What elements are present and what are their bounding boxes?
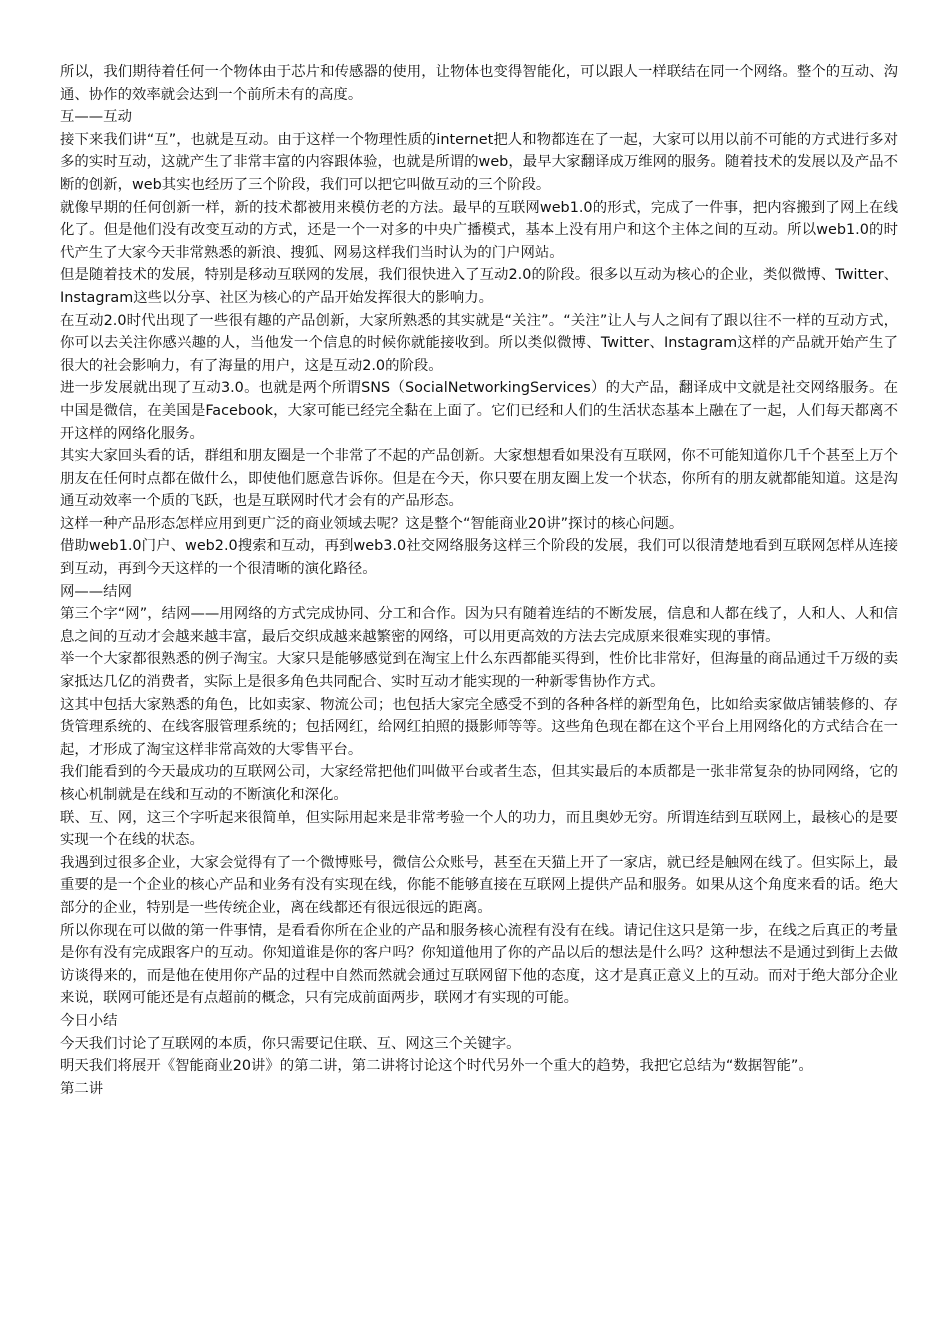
paragraph-follow: 在互动2.0时代出现了一些很有趣的产品创新，大家所熟悉的其实就是“关注”。“关注”让人与人之间有了跟以往不一样的互动方式，你可以去关注你感兴趣的人，当他发一个信息的时候你就能接收到。所以类似微博、Twitter、Instagram这样的产品就开始产生了很大的社会影响力，有了海量的用户，这是互动2.0的阶段。 — [60, 312, 898, 374]
paragraph-web2: 但是随着技术的发展，特别是移动互联网的发展，我们很快进入了互动2.0的阶段。很多以互动为核心的企业，类似微博、Twitter、Instagram这些以分享、社区为核心的产品开始发挥很大的影响力。 — [60, 267, 898, 306]
paragraph-roles: 这其中包括大家熟悉的角色，比如卖家、物流公司；也包括大家完全感受不到的各种各样的新型角色，比如给卖家做店铺装修的、存货管理系统的、在线客服管理系统的；包括网红，给网红拍照的摄影师等等。这些角色现在都在这个平台上用网络化的方式结合在一起，才形成了淘宝这样非常高效的大零售平台。 — [60, 696, 898, 758]
paragraph-next-lecture: 明天我们将展开《智能商业20讲》的第二讲，第二讲将讨论这个时代另外一个重大的趋势，我把它总结为“数据智能”。 — [60, 1058, 813, 1075]
paragraph-interaction-web: 接下来我们讲“互”，也就是互动。由于这样一个物理性质的internet把人和物都连在了一起，大家可以用以前不可能的方式进行多对多的实时互动，这就产生了非常丰富的内容跟体验，也就是所谓的web，最早大家翻译成万维网的服务。随着技术的发展以及产品不断的创新，web其实也经历了三个阶段，我们可以把它叫做互动的三个阶段。 — [60, 131, 898, 193]
paragraph-network-collab: 第三个字“网”，结网——用网络的方式完成协同、分工和合作。因为只有随着连结的不断发展，信息和人都在线了，人和人、人和信息之间的互动才会越来越丰富，最后交织成越来越繁密的网络，可以用更高效的方法去完成原来很难实现的事情。 — [60, 606, 898, 645]
paragraph-moments: 其实大家回头看的话，群组和朋友圈是一个非常了不起的产品创新。大家想想看如果没有互联网，你不可能知道你几千个甚至上万个朋友在任何时点都在做什么，即使他们愿意告诉你。但是在今天，你只要在朋友圈上发一个状态，你所有的朋友就都能知道。这是沟通互动效率一个质的飞跃，也是互联网时代才会有的产品形态。 — [60, 448, 898, 510]
paragraph-web3-sns: 进一步发展就出现了互动3.0。也就是两个所谓SNS（SocialNetworkingServices）的大产品，翻译成中文就是社交网络服务。在中国是微信，在美国是Facebook，大家可能已经完全黏在上面了。它们已经和人们的生活状态基本上融在了一起，人们每天都离不开这样的网络化服务。 — [60, 380, 898, 442]
paragraph-web1: 就像早期的任何创新一样，新的技术都被用来模仿老的方法。最早的互联网web1.0的形式，完成了一件事，把内容搬到了网上在线化了。但是他们没有改变互动的方式，还是一个一对多的中央广播模式，基本上没有用户和这个主体之间的互动。所以web1.0的时代产生了大家今天非常熟悉的新浪、搜狐、网易这样我们当时认为的门户网站。 — [60, 199, 898, 261]
paragraph-three-words: 联、互、网，这三个字听起来很简单，但实际用起来是非常考验一个人的功力，而且奥妙无穷。所谓连结到互联网上，最核心的是要实现一个在线的状态。 — [60, 809, 898, 849]
document-body — [60, 61, 898, 1100]
section-heading-network: 网——结网 — [60, 583, 132, 600]
section-heading-lecture-two: 第二讲 — [60, 1080, 104, 1097]
section-heading-summary: 今日小结 — [60, 1012, 118, 1029]
section-heading-interaction: 互——互动 — [60, 109, 132, 126]
paragraph-platform: 我们能看到的今天最成功的互联网公司，大家经常把他们叫做平台或者生态，但其实最后的本质都是一张非常复杂的协同网络，它的核心机制就是在线和互动的不断演化和深化。 — [60, 764, 898, 803]
paragraph-enterprises: 我遇到过很多企业，大家会觉得有了一个微博账号，微信公众账号，甚至在天猫上开了一家店，就已经是触网在线了。但实际上，最重要的是一个企业的核心产品和业务有没有实现在线，你能不能够直接在互联网上提供产品和服务。如果从这个角度来看的话。绝大部分的企业，特别是一些传统企业，离在线都还有很远很远的距离。 — [60, 854, 898, 916]
paragraph-summary: 今天我们讨论了互联网的本质，你只需要记住联、互、网这三个关键字。 — [60, 1035, 521, 1052]
paragraph-first-step: 所以你现在可以做的第一件事情，是看看你所在企业的产品和服务核心流程有没有在线。请记住这只是第一步，在线之后真正的考量是你有没有完成跟客户的互动。你知道谁是你的客户吗？你知道他用了你的产品以后的想法是什么吗？这种想法不是通过到街上去做访谈得来的，而是他在使用你产品的过程中自然而然就会通过互联网留下他的态度，这才是真正意义上的互动。而对于绝大部分企业来说，联网可能还是有点超前的概念，只有完成前面两步，联网才有实现的可能。 — [60, 922, 898, 1007]
paragraph-taobao: 举一个大家都很熟悉的例子淘宝。大家只是能够感觉到在淘宝上什么东西都能买得到，性价比非常好，但海量的商品通过千万级的卖家抵达几亿的消费者，实际上是很多角色共同配合、实时互动才能实现的一种新零售协作方式。 — [60, 651, 898, 691]
paragraph-evolution-path: 借助web1.0门户、web2.0搜索和互动，再到web3.0社交网络服务这样三个阶段的发展，我们可以很清楚地看到互联网怎样从连接到互动，再到今天这样的一个很清晰的演化路径。 — [60, 538, 898, 578]
paragraph-core-question: 这样一种产品形态怎样应用到更广泛的商业领域去呢？这是整个“智能商业20讲”探讨的核心问题。 — [60, 515, 684, 532]
paragraph-intro-objects: 所以，我们期待着任何一个物体由于芯片和传感器的使用，让物体也变得智能化，可以跟人一样联结在同一个网络。整个的互动、沟通、协作的效率就会达到一个前所未有的高度。 — [60, 64, 898, 103]
